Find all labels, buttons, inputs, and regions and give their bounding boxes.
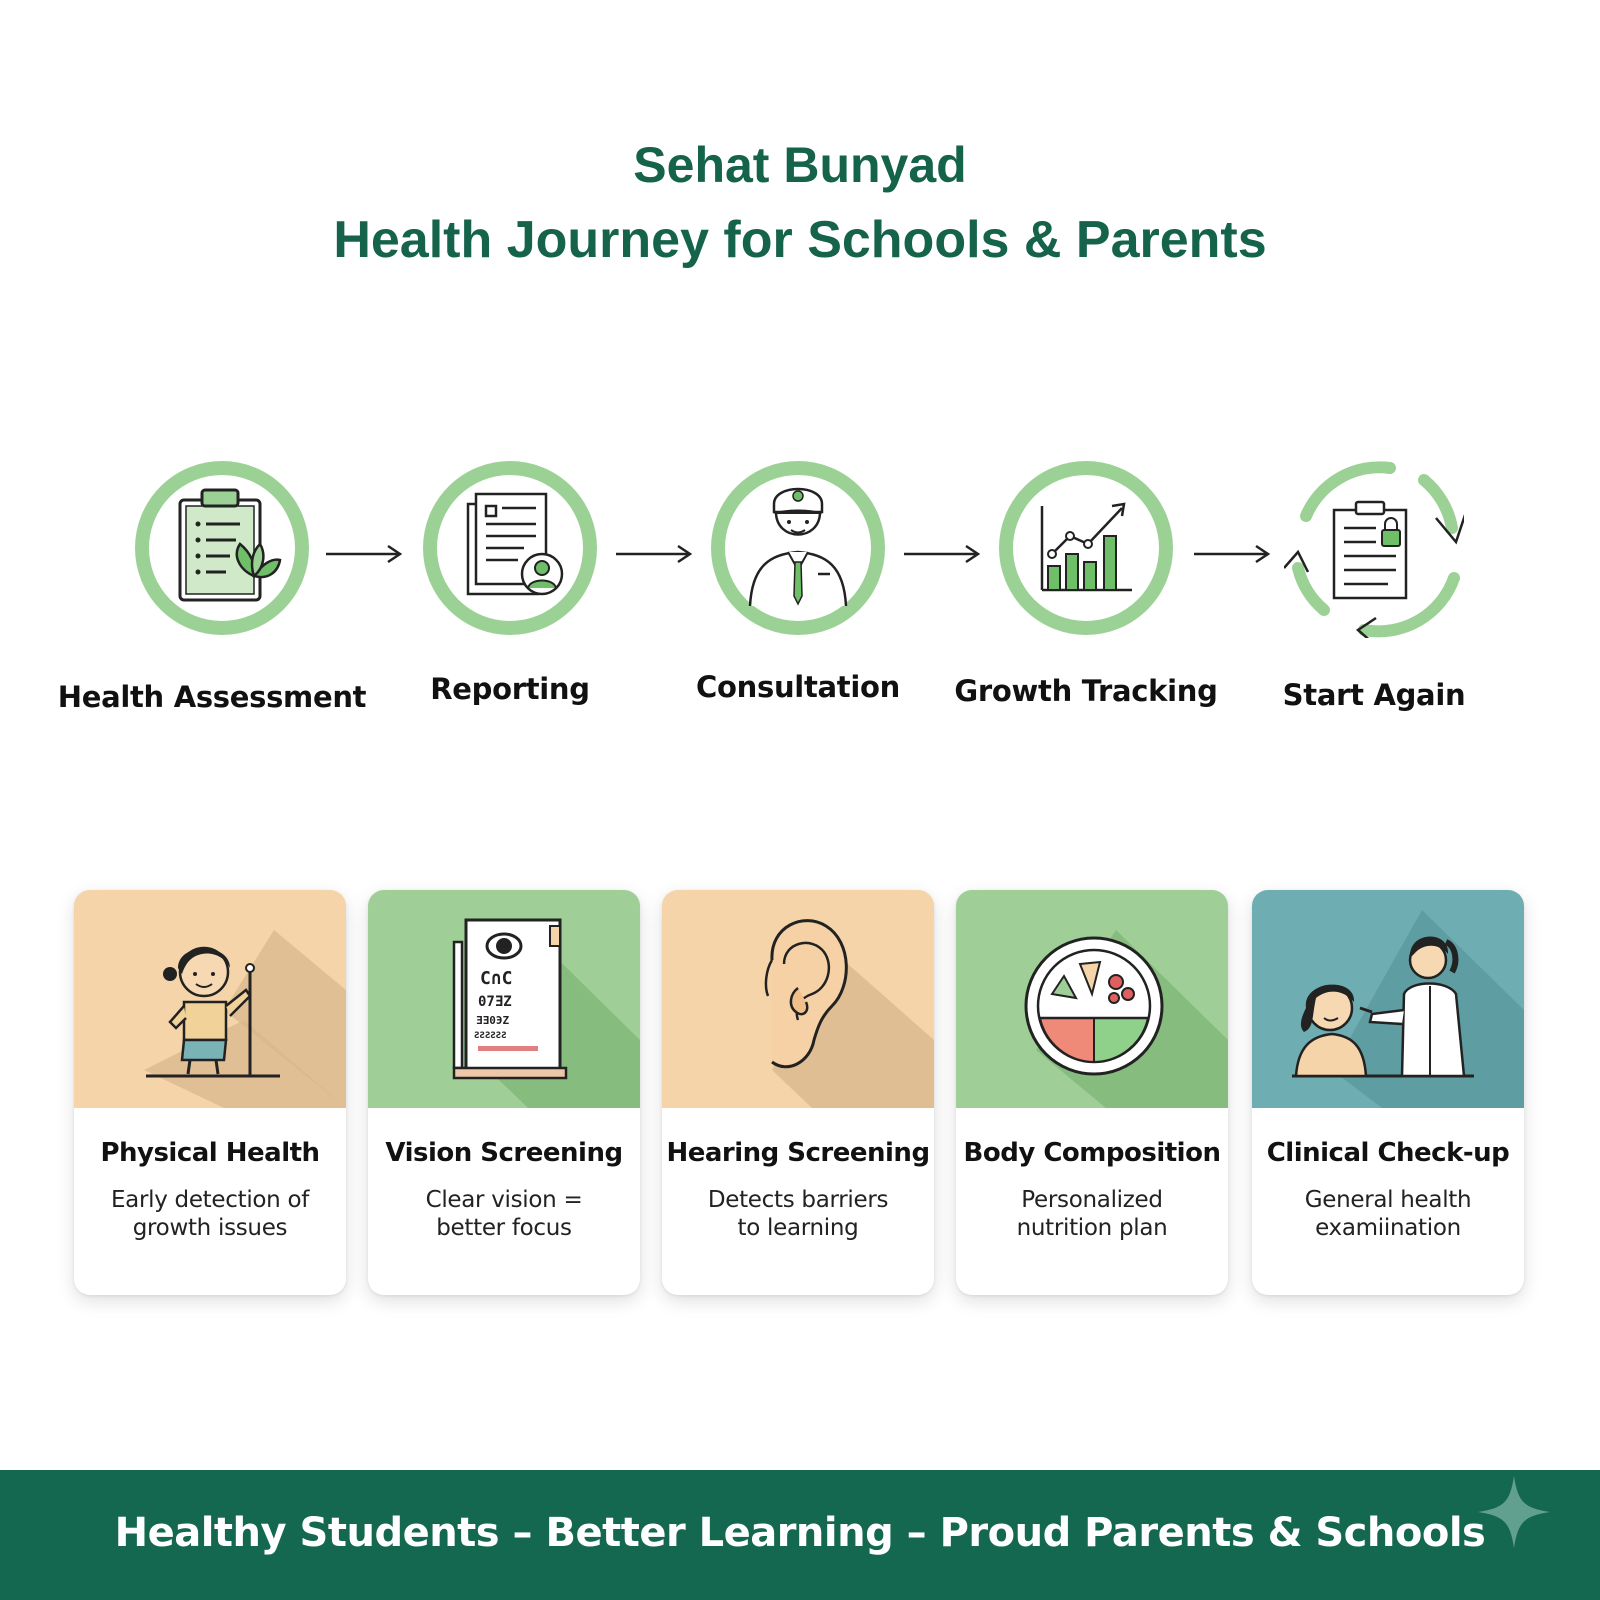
step-label-start-again: Start Again	[1282, 678, 1466, 712]
card-title: Clinical Check-up	[1266, 1138, 1510, 1168]
step-reporting	[420, 458, 600, 638]
card-title: Physical Health	[100, 1138, 320, 1168]
card-description: Personalized nutrition plan	[1016, 1187, 1168, 1241]
footer-tagline: Healthy Students – Better Learning – Proud Parents & Schools	[114, 1510, 1486, 1556]
step-label-reporting: Reporting	[430, 672, 590, 706]
report-document-icon	[420, 458, 600, 638]
page-title: Sehat Bunyad	[633, 137, 967, 193]
card-description: Clear vision = better focus	[425, 1187, 583, 1241]
card-description: Detects barriers to learning	[707, 1187, 889, 1241]
card-body-composition	[956, 890, 1228, 1295]
arrow-right-icon	[324, 542, 404, 566]
step-label-growth-tracking: Growth Tracking	[954, 674, 1218, 708]
nutrition-plate-icon	[956, 890, 1228, 1108]
svg-text:ƎƎ0ЭZ: ƎƎ0ЭZ	[476, 1014, 510, 1027]
clipboard-leaf-icon	[132, 458, 312, 638]
card-clinical-check-up	[1252, 890, 1524, 1295]
card-title: Body Composition	[963, 1138, 1221, 1168]
step-label-health-assessment: Health Assessment	[57, 680, 367, 714]
child-height-icon	[74, 890, 346, 1108]
card-description: Early detection of growth issues	[110, 1187, 310, 1241]
step-health-assessment	[132, 458, 312, 638]
arrow-right-icon	[1192, 542, 1272, 566]
page-subtitle: Health Journey for Schools & Parents	[333, 211, 1267, 269]
doctor-icon	[708, 458, 888, 638]
card-hearing-screening	[662, 890, 934, 1295]
step-growth-tracking	[996, 458, 1176, 638]
doctor-child-icon	[1252, 890, 1524, 1108]
arrow-right-icon	[614, 542, 694, 566]
sparkle-icon	[1474, 1472, 1554, 1552]
eye-chart-icon	[368, 890, 640, 1108]
growth-chart-icon	[996, 458, 1176, 638]
step-consultation	[708, 458, 888, 638]
step-start-again	[1284, 458, 1464, 638]
arrow-right-icon	[902, 542, 982, 566]
svg-text:C∩C: C∩C	[480, 968, 513, 989]
step-label-consultation: Consultation	[696, 670, 900, 704]
card-vision-screening	[368, 890, 640, 1295]
card-physical-health	[74, 890, 346, 1295]
cycle-arrows-icon	[1284, 458, 1464, 638]
svg-text:ƧƧƧƧƧƧ: ƧƧƧƧƧƧ	[474, 1031, 507, 1041]
svg-text:07ƎZ: 07ƎZ	[478, 994, 512, 1010]
card-title: Vision Screening	[385, 1138, 623, 1168]
card-title: Hearing Screening	[666, 1138, 930, 1168]
ear-icon	[662, 890, 934, 1108]
footer-banner	[0, 1470, 1600, 1600]
card-description: General health examiination	[1304, 1187, 1472, 1241]
